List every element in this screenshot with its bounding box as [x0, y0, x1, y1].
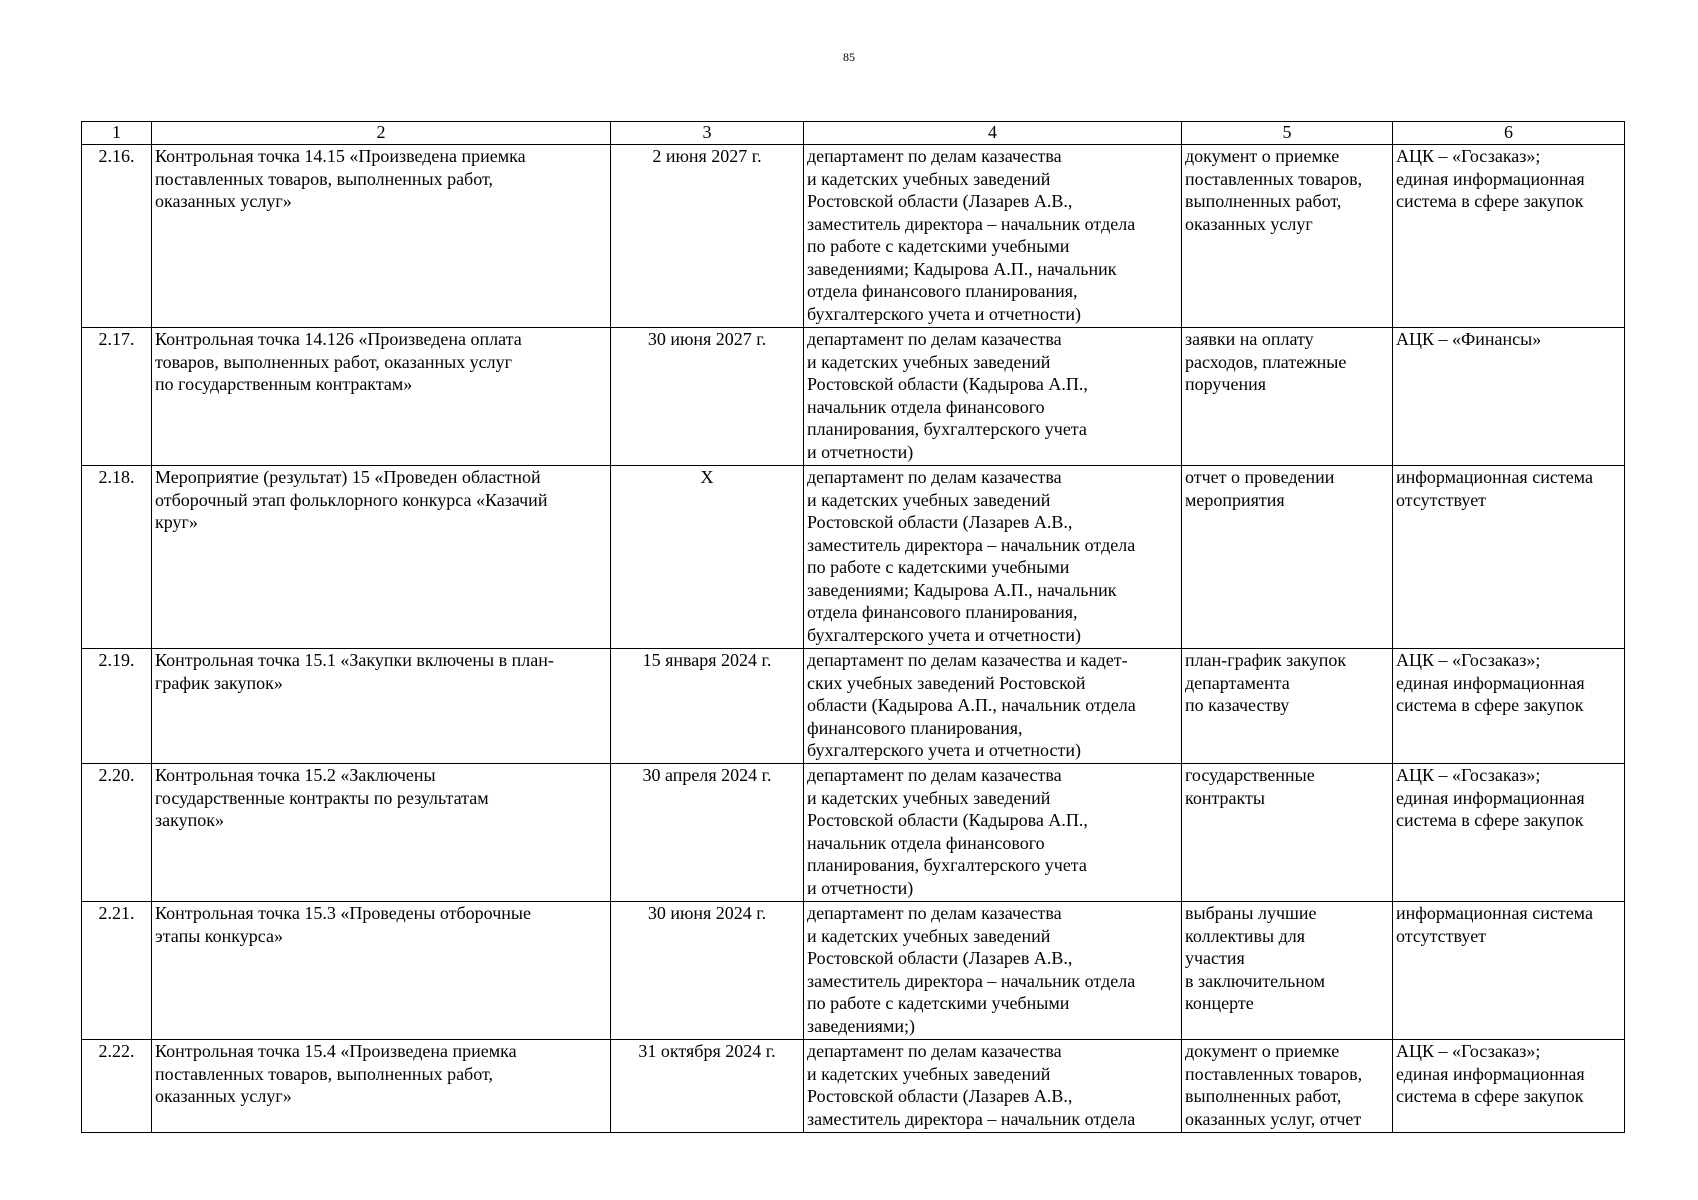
table-row	[82, 466, 1625, 649]
row-name: Контрольная точка 15.4 «Произведена приемка поставленных товаров, выполненных работ, оказанных услуг»	[152, 1040, 611, 1133]
column-header: 6	[1393, 122, 1625, 145]
row-document: документ о приемке поставленных товаров, выполненных работ, оказанных услуг	[1182, 145, 1393, 328]
row-responsible: департамент по делам казачества и кадет- ских учебных заведений Ростовской области (Кадырова А.П., начальник отдела финансового планирования, бухгалтерского учета и отчетности)	[804, 649, 1182, 764]
column-header: 1	[82, 122, 152, 145]
header-row	[82, 122, 1625, 145]
row-document: заявки на оплату расходов, платежные поручения	[1182, 328, 1393, 466]
row-number: 2.18.	[82, 466, 152, 649]
row-responsible: департамент по делам казачества и кадетских учебных заведений Ростовской области (Лазарев А.В., заместитель директора – начальник отдела	[804, 1040, 1182, 1133]
row-responsible: департамент по делам казачества и кадетских учебных заведений Ростовской области (Лазарев А.В., заместитель директора – начальник отдела по работе с кадетскими учебными заведениями; Кадырова А.П., начальник отдела финансового планирования, бухгалтерского учета и отчетности)	[804, 466, 1182, 649]
table-row	[82, 902, 1625, 1040]
row-number: 2.20.	[82, 764, 152, 902]
table-row	[82, 145, 1625, 328]
row-system: АЦК – «Госзаказ»; единая информационная система в сфере закупок	[1393, 1040, 1625, 1133]
row-date: 30 июня 2024 г.	[611, 902, 804, 1040]
row-name: Мероприятие (результат) 15 «Проведен областной отборочный этап фольклорного конкурса «Казачий круг»	[152, 466, 611, 649]
row-date: Х	[611, 466, 804, 649]
row-system: АЦК – «Госзаказ»; единая информационная система в сфере закупок	[1393, 649, 1625, 764]
row-name: Контрольная точка 15.2 «Заключены государственные контракты по результатам закупок»	[152, 764, 611, 902]
row-name: Контрольная точка 14.15 «Произведена приемка поставленных товаров, выполненных работ, оказанных услуг»	[152, 145, 611, 328]
table-row	[82, 328, 1625, 466]
row-document: документ о приемке поставленных товаров, выполненных работ, оказанных услуг, отчет	[1182, 1040, 1393, 1133]
column-header: 5	[1182, 122, 1393, 145]
row-date: 30 июня 2027 г.	[611, 328, 804, 466]
row-number: 2.16.	[82, 145, 152, 328]
table-row	[82, 1040, 1625, 1133]
row-name: Контрольная точка 15.1 «Закупки включены в план- график закупок»	[152, 649, 611, 764]
row-responsible: департамент по делам казачества и кадетских учебных заведений Ростовской области (Кадырова А.П., начальник отдела финансового планирования, бухгалтерского учета и отчетности)	[804, 328, 1182, 466]
row-system: АЦК – «Финансы»	[1393, 328, 1625, 466]
row-name: Контрольная точка 14.126 «Произведена оплата товаров, выполненных работ, оказанных услуг по государственным контрактам»	[152, 328, 611, 466]
row-responsible: департамент по делам казачества и кадетских учебных заведений Ростовской области (Лазарев А.В., заместитель директора – начальник отдела по работе с кадетскими учебными заведениями; Кадырова А.П., начальник отдела финансового планирования, бухгалтерского учета и отчетности)	[804, 145, 1182, 328]
row-system: информационная система отсутствует	[1393, 466, 1625, 649]
row-number: 2.22.	[82, 1040, 152, 1133]
row-date: 30 апреля 2024 г.	[611, 764, 804, 902]
row-name: Контрольная точка 15.3 «Проведены отборочные этапы конкурса»	[152, 902, 611, 1040]
row-system: информационная система отсутствует	[1393, 902, 1625, 1040]
row-number: 2.17.	[82, 328, 152, 466]
column-header: 2	[152, 122, 611, 145]
row-responsible: департамент по делам казачества и кадетских учебных заведений Ростовской области (Лазарев А.В., заместитель директора – начальник отдела по работе с кадетскими учебными заведениями;)	[804, 902, 1182, 1040]
row-document: отчет о проведении мероприятия	[1182, 466, 1393, 649]
row-system: АЦК – «Госзаказ»; единая информационная система в сфере закупок	[1393, 764, 1625, 902]
table-row	[82, 764, 1625, 902]
row-document: государственные контракты	[1182, 764, 1393, 902]
plan-table	[81, 121, 1625, 1133]
row-system: АЦК – «Госзаказ»; единая информационная система в сфере закупок	[1393, 145, 1625, 328]
row-number: 2.19.	[82, 649, 152, 764]
table-row	[82, 649, 1625, 764]
row-date: 31 октября 2024 г.	[611, 1040, 804, 1133]
row-date: 2 июня 2027 г.	[611, 145, 804, 328]
column-header: 4	[804, 122, 1182, 145]
row-document: выбраны лучшие коллективы для участия в заключительном концерте	[1182, 902, 1393, 1040]
table-body	[82, 122, 1625, 1133]
row-number: 2.21.	[82, 902, 152, 1040]
row-date: 15 января 2024 г.	[611, 649, 804, 764]
column-header: 3	[611, 122, 804, 145]
row-responsible: департамент по делам казачества и кадетских учебных заведений Ростовской области (Кадырова А.П., начальник отдела финансового планирования, бухгалтерского учета и отчетности)	[804, 764, 1182, 902]
row-document: план-график закупок департамента по казачеству	[1182, 649, 1393, 764]
page-number: 85	[843, 50, 855, 64]
